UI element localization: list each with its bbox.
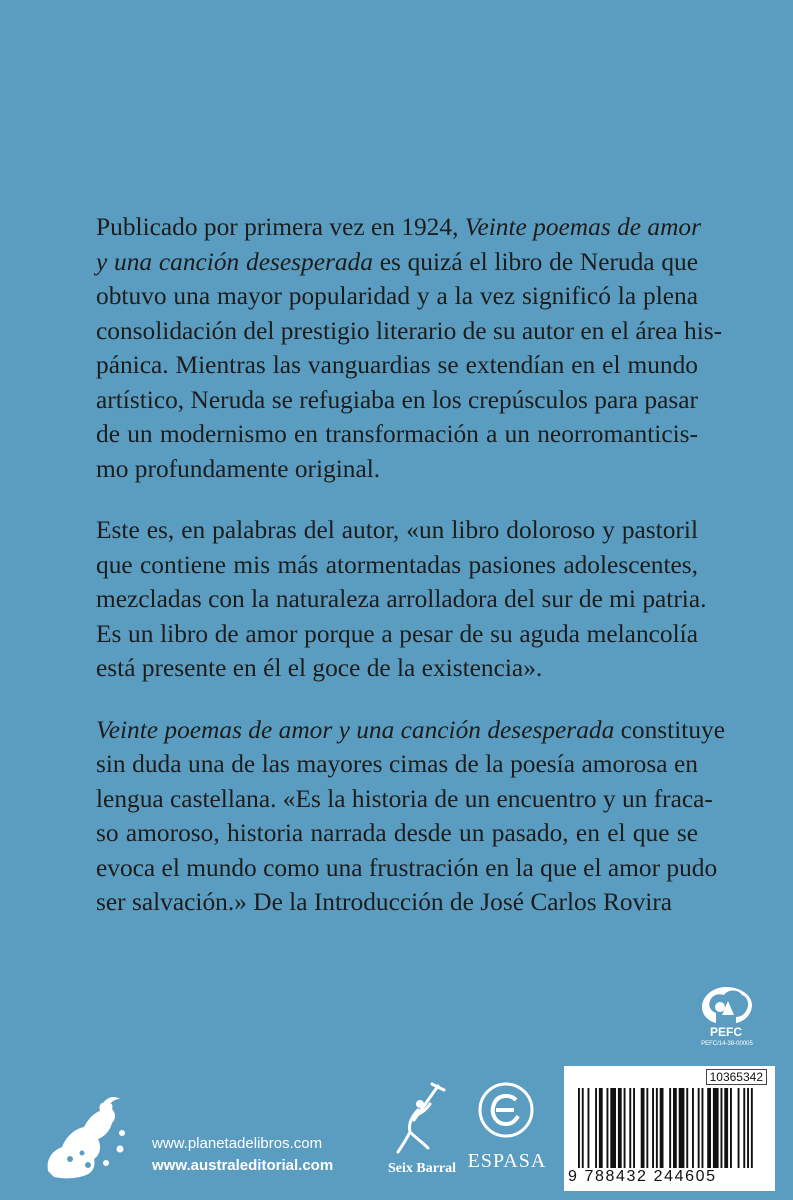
text-line: consolidación del prestigio literario de su autor en el área his- [96, 316, 723, 345]
text-line: sin duda una de las mayores cimas de la poesía amorosa en [96, 750, 698, 778]
text-line: está presente en él el goce de la existencia». [96, 654, 543, 682]
paragraph-1 [96, 210, 723, 486]
text-line: ser salvación.» De la Introducción de José Carlos Rovira [96, 888, 673, 916]
espasa-logo-icon [476, 1080, 536, 1140]
text-line: Este es, en palabras del autor, «un libro doloroso y pastoril [96, 516, 698, 544]
back-cover-blurb [96, 210, 725, 947]
planeta-url-link[interactable]: www.planetadelibros.com [152, 1135, 323, 1152]
isbn-barcode [564, 1066, 775, 1191]
austral-goat-logo-icon [40, 1093, 132, 1185]
text-line: evoca el mundo como una frustración en la que el amor pudo [96, 853, 718, 882]
book-title-italic: Veinte poemas de amor [464, 213, 701, 241]
barcode-bars-icon [578, 1088, 766, 1168]
text-line: pánica. Mientras las vanguardias se extendían en el mundo [96, 351, 698, 379]
paragraph-3 [96, 713, 725, 920]
pefc-label: PEFC [709, 1025, 742, 1039]
text-line: Es un libro de amor porque a pesar de su aguda melancolía [96, 619, 698, 648]
austral-url-link[interactable]: www.australeditorial.com [152, 1157, 334, 1174]
text-line [96, 245, 698, 280]
pefc-certification [690, 985, 766, 1065]
espasa-label: ESPASA [467, 1150, 547, 1172]
text-line: artístico, Neruda se refugiaba en los crepúsculos para pasar [96, 385, 698, 414]
seix-barral-label: Seix Barral [387, 1161, 457, 1176]
isbn-digits: 9 788432 244605 [568, 1168, 717, 1185]
publisher-urls [152, 1133, 333, 1177]
text-line: lengua castellana. «Es la historia de un encuentro y un fraca- [96, 784, 713, 813]
text-line: so amoroso, historia narrada desde un pasado, en el que se [96, 819, 698, 847]
text-line: de un modernismo en transformación a un neorromanticis- [96, 420, 698, 448]
book-title-italic: Veinte poemas de amor y una canción desesperada [96, 715, 615, 744]
text-line [96, 713, 725, 748]
paragraph-2 [96, 513, 707, 686]
text-run: es quizá el libro de Neruda que [372, 247, 698, 276]
pefc-tree-icon [698, 985, 754, 1025]
text-line: mo profundamente original. [96, 454, 381, 483]
text-line: obtuvo una mayor popularidad y a la vez significó la plena [96, 282, 698, 310]
text-run: Publicado por primera vez en 1924, [96, 213, 465, 241]
text-run: constituye [614, 715, 725, 744]
text-line [96, 210, 701, 245]
text-line: mezcladas con la naturaleza arrolladora del sur de mi patria. [96, 585, 707, 613]
book-title-italic: y una canción desesperada [96, 247, 373, 276]
pefc-code: PEFC/14-38-00005 [701, 1041, 753, 1047]
barcode-reference-number: 10365342 [706, 1069, 767, 1085]
text-line: que contiene mis más atormentadas pasiones adolescentes, [96, 550, 698, 579]
